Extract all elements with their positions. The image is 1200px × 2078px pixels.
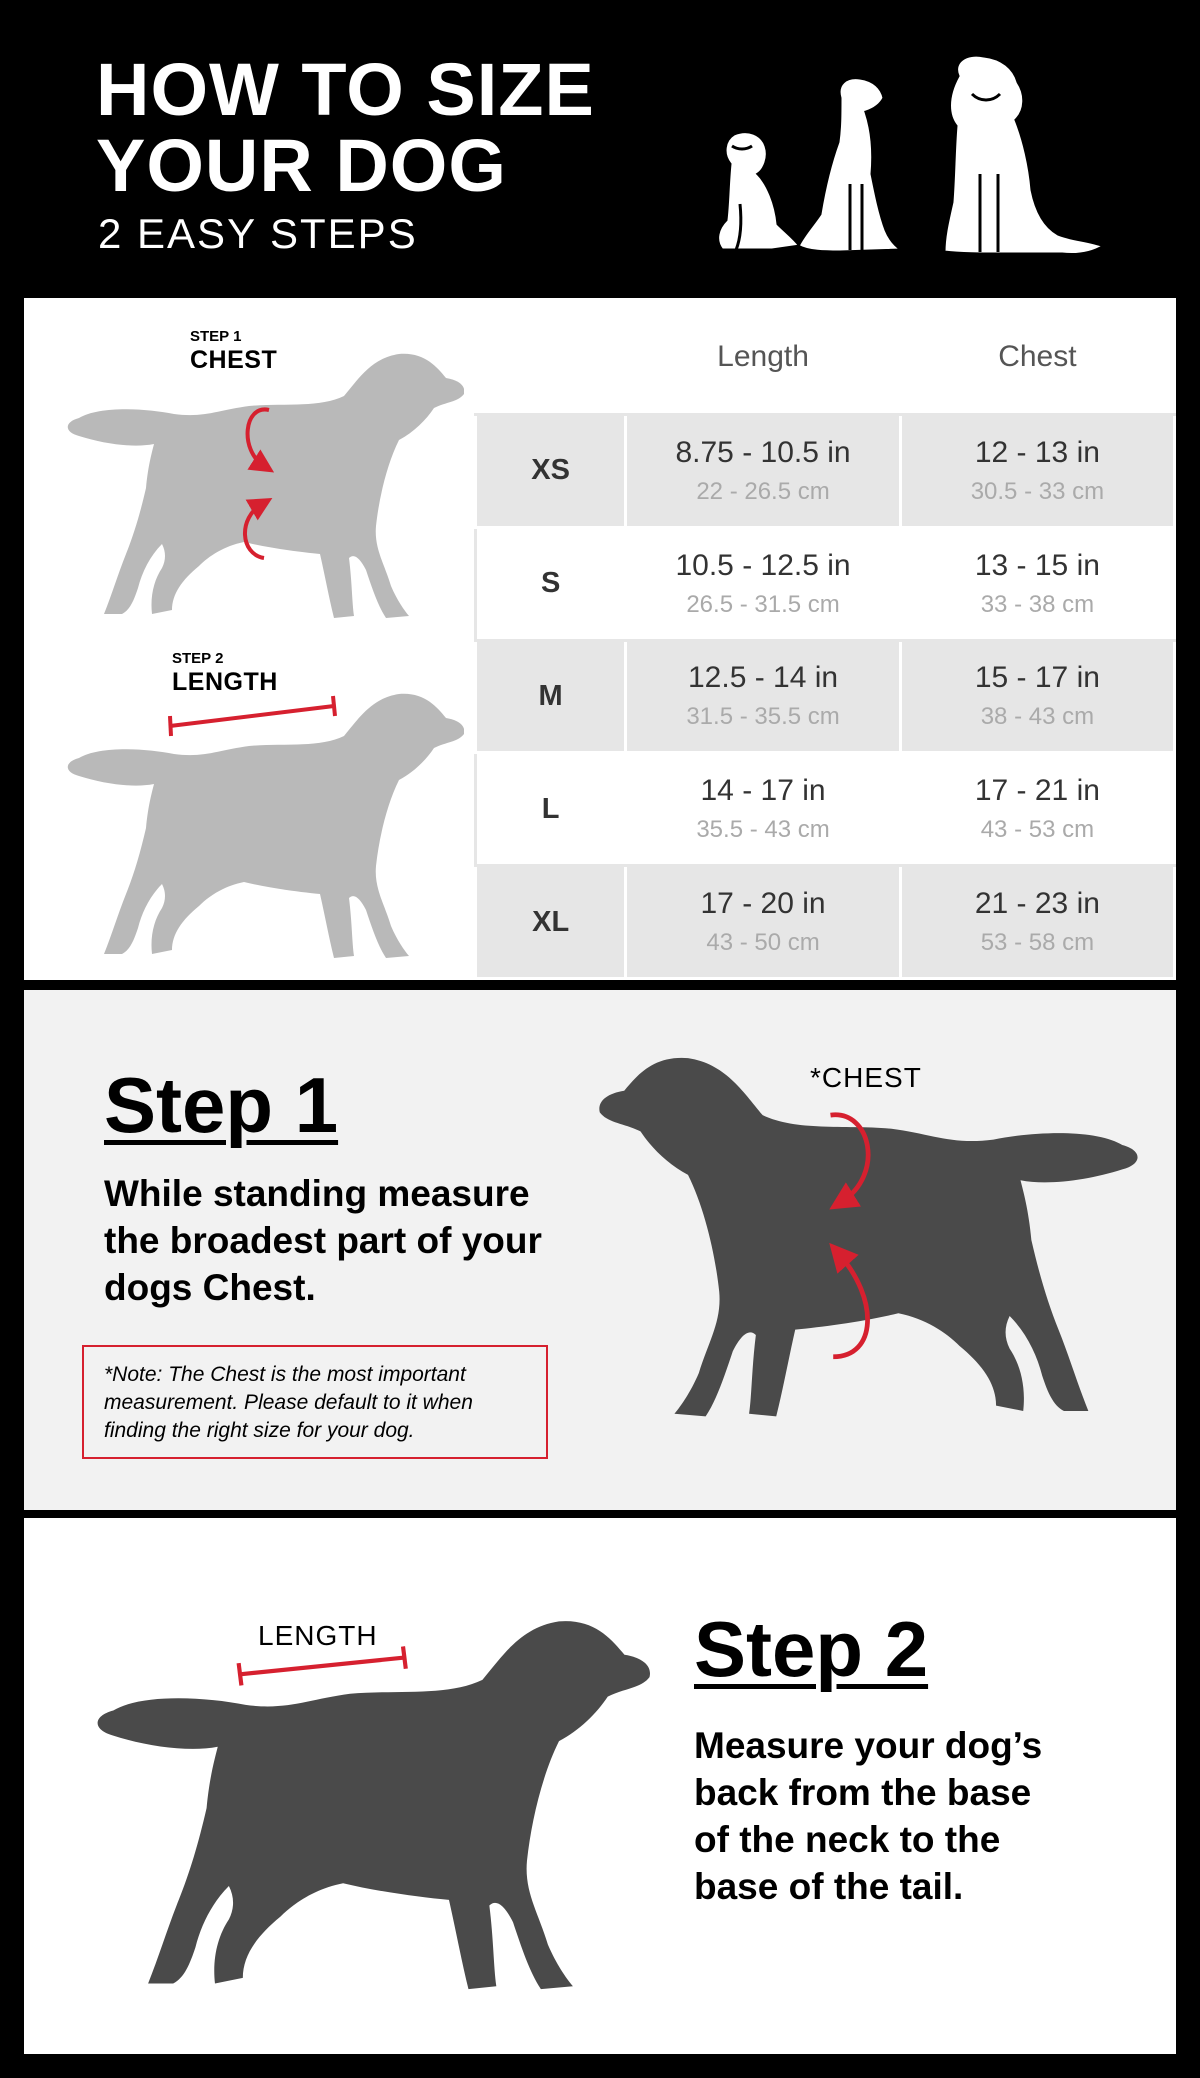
table-row [476,640,1175,753]
chest-cm: 43 - 53 cm [980,816,1095,844]
page-subtitle: 2 EASY STEPS [98,210,418,257]
chest-cell [900,640,1174,753]
table-header-row [476,300,1175,415]
chest-cm: 33 - 38 cm [980,590,1095,618]
length-in: 14 - 17 in [700,774,826,808]
size-cell: L [476,753,626,866]
step1-text-line: dogs Chest. [104,1267,316,1308]
note-line: measurement. Please default to it when [104,1391,473,1414]
size-cell: M [476,640,626,753]
step2-text-line: back from the base [694,1772,1032,1813]
chest-in: 12 - 13 in [974,435,1100,469]
chest-cell [900,866,1174,979]
length-cm: 26.5 - 31.5 cm [686,590,840,618]
small-dog-icon [718,132,800,250]
header [0,0,1200,298]
table-row [476,866,1175,979]
length-cell [626,866,901,979]
chest-tag: *CHEST [810,1062,922,1093]
chart-diagrams [24,298,474,980]
chest-in: 17 - 21 in [974,774,1100,808]
length-cell [626,527,901,640]
step1-small-label: STEP 1 [190,328,242,345]
chest-in: 15 - 17 in [974,661,1100,695]
note-line: *Note: The Chest is the most important [104,1363,466,1386]
step1-text-line: While standing measure [104,1173,530,1214]
length-in: 8.75 - 10.5 in [675,435,851,469]
table-header-chest: Chest [900,300,1174,415]
chest-cell [900,415,1174,528]
table-header-blank [476,300,626,415]
large-dog-icon [944,55,1104,254]
size-chart-panel [24,298,1176,980]
size-cell: XL [476,866,626,979]
step2-heading: Step 2 [694,1605,929,1693]
length-cell [626,753,901,866]
step1-text-line: the broadest part of your [104,1220,542,1261]
chest-cell [900,753,1174,866]
step2-text-line: Measure your dog’s [694,1725,1043,1766]
step1-panel [24,990,1176,1510]
chest-cm: 30.5 - 33 cm [970,477,1105,505]
table-row [476,527,1175,640]
step1-chest-label: CHEST [190,346,278,374]
step2-text-line: base of the tail. [694,1866,964,1907]
chest-cm: 38 - 43 cm [980,703,1095,731]
step2-instructions [694,1722,1042,1910]
step2-length-label: LENGTH [172,668,278,696]
length-diagram-dog-icon [54,688,464,968]
step2-panel [24,1518,1176,2054]
step1-heading: Step 1 [104,1061,339,1149]
table-row [476,415,1175,528]
step2-small-label: STEP 2 [172,650,224,667]
length-in: 10.5 - 12.5 in [675,548,851,582]
table-header-length: Length [626,300,901,415]
length-in: 12.5 - 14 in [687,661,839,695]
table-row [476,753,1175,866]
length-cm: 43 - 50 cm [706,929,820,957]
chest-cell [900,527,1174,640]
length-cm: 22 - 26.5 cm [696,477,830,505]
length-cell [626,415,901,528]
length-tag: LENGTH [258,1620,378,1651]
chest-cm: 53 - 58 cm [980,929,1095,957]
medium-dog-icon [798,78,902,252]
page-title [96,48,595,207]
size-cell: XS [476,415,626,528]
size-cell: S [476,527,626,640]
chest-in: 21 - 23 in [974,887,1100,921]
size-table [474,298,1176,980]
step1-instructions [104,1170,542,1311]
length-in: 17 - 20 in [700,887,826,921]
title-line-1: HOW TO SIZE [96,48,595,131]
chest-note-box [82,1345,548,1459]
length-cell [626,640,901,753]
step2-dog-icon [74,1613,654,2003]
chest-diagram-dog-icon [54,348,464,628]
title-line-2: YOUR DOG [96,124,507,207]
sitting-dogs-illustration [690,54,1110,264]
step2-text-line: of the neck to the [694,1819,1001,1860]
chest-in: 13 - 15 in [974,548,1100,582]
note-line: finding the right size for your dog. [104,1419,415,1442]
step1-dog-icon [598,1050,1158,1430]
length-cm: 31.5 - 35.5 cm [686,703,840,731]
length-cm: 35.5 - 43 cm [696,816,830,844]
